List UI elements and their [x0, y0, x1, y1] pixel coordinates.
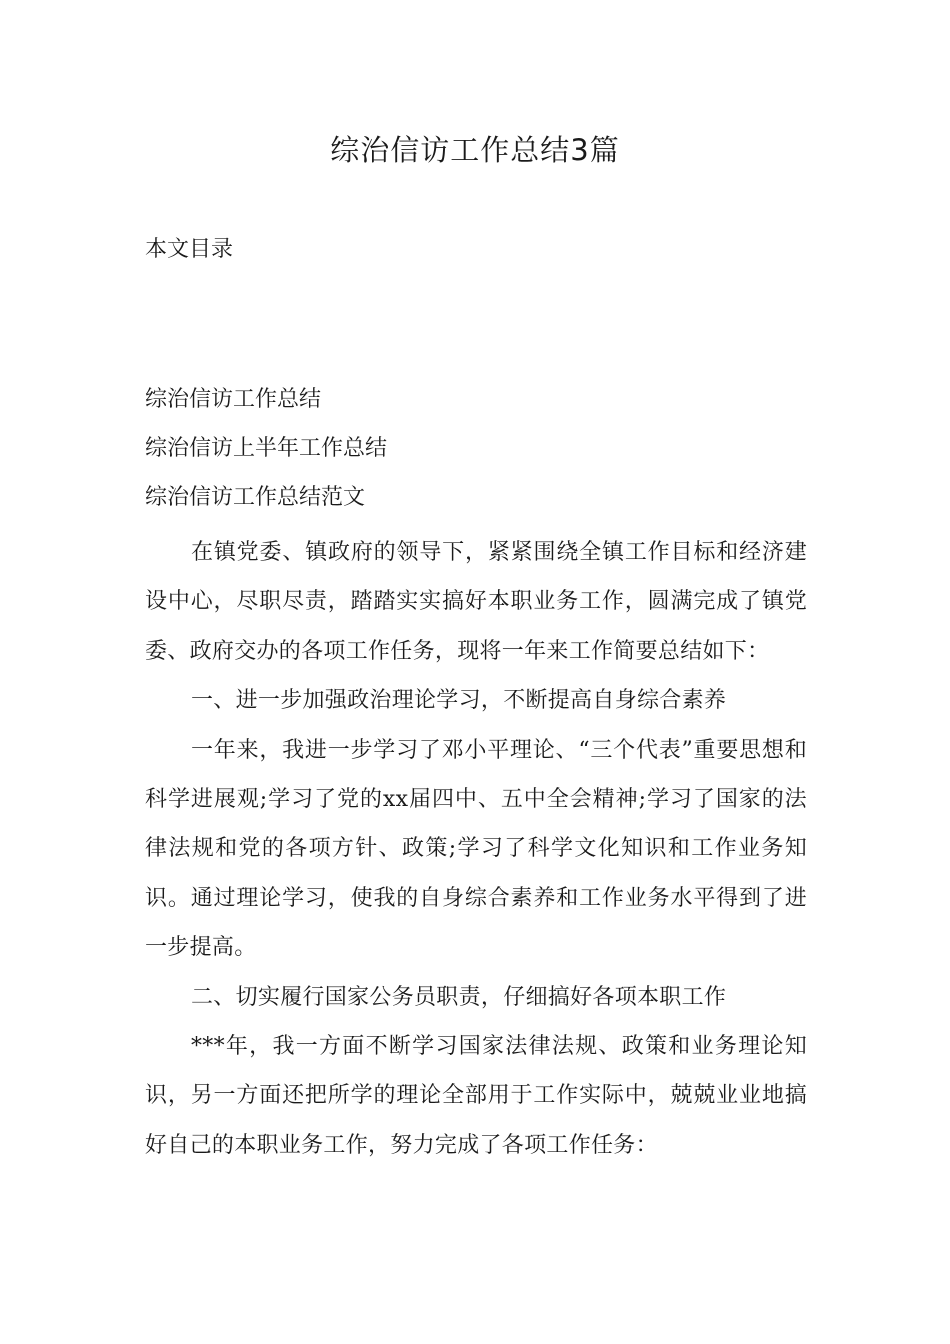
table-of-contents [145, 380, 387, 527]
toc-item-1[interactable]: 综治信访工作总结 [145, 387, 322, 412]
toc-item-2[interactable]: 综治信访上半年工作总结 [145, 436, 388, 461]
document-body [145, 528, 807, 1170]
section-1-paragraph: 一年来，我进一步学习了邓小平理论、“三个代表”重要思想和科学进展观;学习了党的xx届四中、五中全会精神;学习了国家的法律法规和党的各项方针、政策;学习了科学文化知识和工作业务知识。通过理论学习，使我的自身综合素养和工作业务水平得到了进一步提高。 [145, 737, 807, 961]
section-heading-2: 二、切实履行国家公务员职责，仔细搞好各项本职工作 [191, 984, 727, 1010]
toc-item-3[interactable]: 综治信访工作总结范文 [145, 485, 366, 510]
intro-paragraph: 在镇党委、镇政府的领导下，紧紧围绕全镇工作目标和经济建设中心，尽职尽责，踏踏实实搞好本职业务工作，圆满完成了镇党委、政府交办的各项工作任务，现将一年来工作简要总结如下： [145, 540, 807, 664]
section-2-paragraph: ***年，我一方面不断学习国家法律法规、政策和业务理论知识，另一方面还把所学的理论全部用于工作实际中，兢兢业业地搞好自己的本职业务工作，努力完成了各项工作任务： [145, 1034, 807, 1158]
section-heading-1: 一、进一步加强政治理论学习，不断提高自身综合素养 [191, 688, 727, 714]
document-title: 综治信访工作总结3篇 [330, 133, 620, 167]
toc-heading: 本文目录 [145, 237, 234, 262]
